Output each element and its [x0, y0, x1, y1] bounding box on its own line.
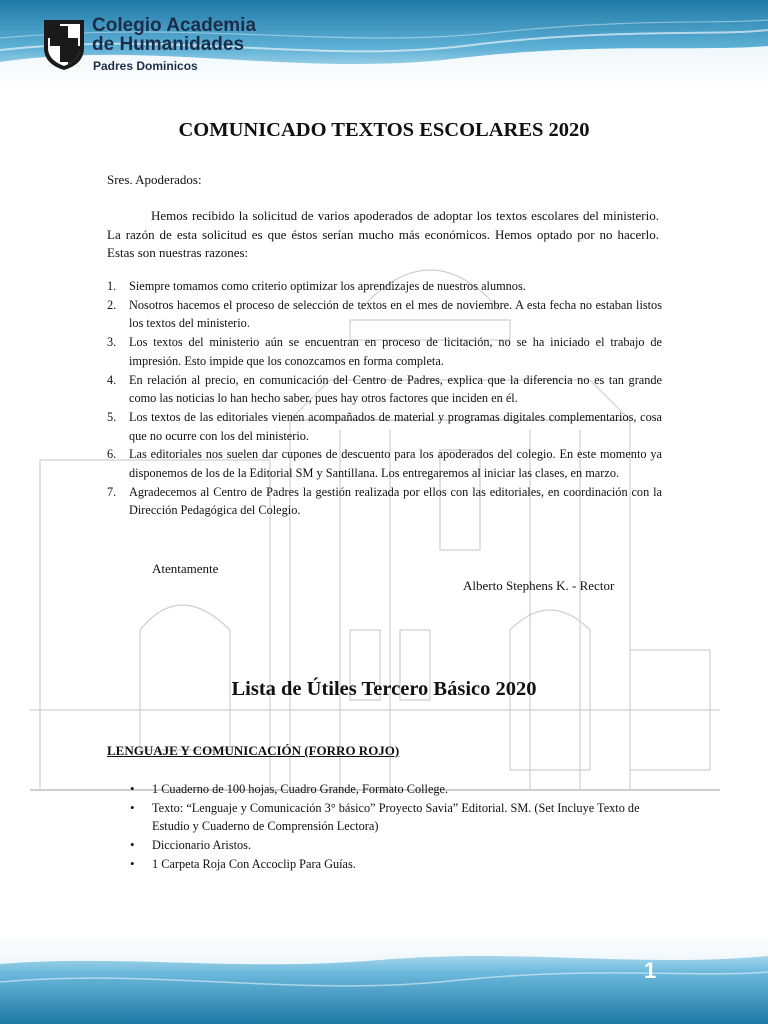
letter-title: COMUNICADO TEXTOS ESCOLARES 2020 [178, 119, 590, 141]
list-number: 4. [107, 372, 117, 387]
list-item [107, 333, 662, 370]
supplies-list [130, 780, 660, 874]
list-item-text: En relación al precio, en comunicación del Centro de Padres, explica que la diferencia no es tan grande como las noticias lo han hecho saber, pues hay otros factores que inciden en él. [129, 372, 662, 406]
list-number: 2. [107, 297, 117, 312]
section-heading: LENGUAJE Y COMUNICACIÓN (FORRO ROJO) [107, 743, 400, 758]
list-number: 6. [107, 447, 117, 462]
list-item: • 1 Cuaderno de 100 hojas, Cuadro Grande, Formato College. [130, 780, 660, 799]
list-number: 1. [107, 279, 117, 293]
list-number: 3. [107, 335, 117, 350]
list-item-text: Nosotros hacemos el proceso de selección de textos en el mes de noviembre. A esta fecha no estaban listos los textos del ministerio. [129, 297, 662, 331]
page-number: 1 [644, 958, 657, 983]
list-item [107, 277, 662, 296]
list-number: 7. [107, 484, 117, 499]
letter-paragraph: Hemos recibido la solicitud de varios apoderados de adoptar los textos escolares del ministerio. La razón de esta solicitud es que éstos serían mucho más económicos. Hemos optado por no hacerlo. Estas son nuestras razones: [107, 208, 659, 260]
list-item [107, 371, 662, 408]
school-subtitle: Padres Dominicos [93, 59, 198, 73]
list-item-text: Siempre tomamos como criterio optimizar los aprendizajes de nuestros alumnos. [129, 279, 526, 293]
list-item-text: Las editoriales nos suelen dar cupones de descuento para los apoderados del colegio. En este momento ya disponemos de los de la Editorial SM y Santillana. Los entregaremos al iniciar las clases, en marzo. [129, 447, 662, 481]
letter-signature: Alberto Stephens K. - Rector [463, 578, 615, 593]
school-name-line2: de Humanidades [92, 34, 245, 55]
school-name [92, 16, 256, 54]
list-item-text: Los textos de las editoriales vienen acompañados de material y programas digitales complementarios, cosa que no ocurre con los del ministerio. [129, 409, 662, 443]
list-item-text: Los textos del ministerio aún se encuentran en proceso de licitación, no se ha iniciado el trabajo de impresión. Esto impide que los conozcamos en forma completa. [129, 335, 662, 368]
list-item-text: Agradecemos al Centro de Padres la gestión realizada por ellos con las editoriales, en coordinación con la Dirección Pedagógica del Colegio. [129, 484, 662, 518]
list-number: 5. [107, 409, 117, 424]
list-item [107, 296, 662, 333]
reasons-list [107, 277, 662, 520]
school-name-line1: Colegio Academia [92, 15, 257, 36]
letter-greeting: Sres. Apoderados: [107, 172, 202, 187]
list-item [107, 483, 662, 520]
list-item [107, 445, 662, 482]
list-item: • Texto: “Lenguaje y Comunicación 3° básico” Proyecto Savia” Editorial. SM. (Set Incluye Texto de Estudio y Cuaderno de Comprensión Lectora) [130, 799, 660, 836]
list-item: • 1 Carpeta Roja Con Accoclip Para Guías. [130, 855, 660, 874]
school-shield-logo [42, 18, 86, 72]
list-item [107, 408, 662, 445]
list-item: • Diccionario Aristos. [130, 836, 660, 855]
letter-closing: Atentamente [152, 561, 219, 576]
supplies-list-title: Lista de Útiles Tercero Básico 2020 [231, 678, 537, 700]
